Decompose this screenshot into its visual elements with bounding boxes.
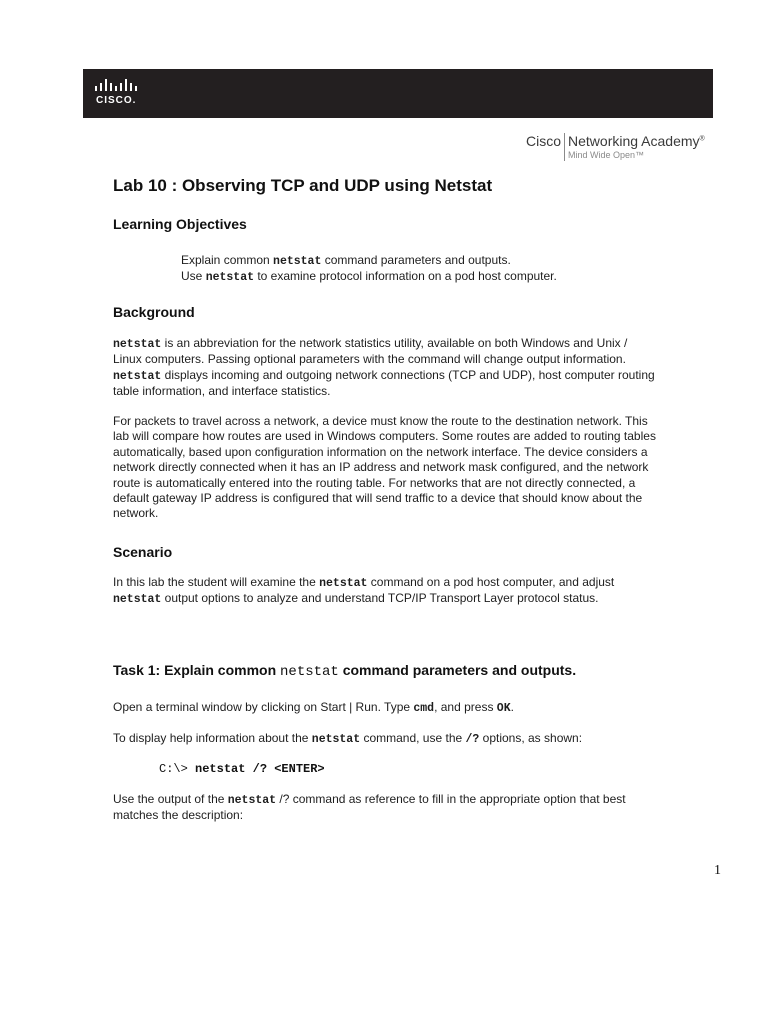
scenario-heading: Scenario [113, 544, 173, 560]
objective-1: Explain common netstat command parameters and outputs. [181, 253, 511, 268]
task1-paragraph-3: Use the output of the netstat /? command as reference to fill in the appropriate option that best matches the description: [113, 792, 626, 823]
academy-divider [564, 133, 565, 161]
cisco-banner [83, 69, 713, 118]
background-heading: Background [113, 304, 195, 320]
page-number: 1 [714, 863, 721, 878]
cisco-logo [95, 79, 155, 109]
learning-objectives-heading: Learning Objectives [113, 216, 247, 232]
cisco-wordmark: CISCO. [96, 95, 137, 106]
objective-2: Use netstat to examine protocol information on a pod host computer. [181, 269, 557, 284]
lab-title: Lab 10 : Observing TCP and UDP using Netstat [113, 176, 493, 195]
cisco-bars-icon [95, 79, 139, 92]
academy-reg-mark: ® [699, 135, 705, 143]
scenario-paragraph: In this lab the student will examine the netstat command on a pod host computer, and adjust netstat output options to analyze and understand TCP/IP Transport Layer protocol status. [113, 575, 615, 607]
background-paragraph-1: netstat is an abbreviation for the network statistics utility, available on both Windows and Unix / Linux computers. Passing optional parameters with the command will change output information. netstat displays incoming and outgoing network connections (TCP and UDP), host computer routing table information, and interface statistics. [113, 336, 655, 399]
task1-paragraph-2: To display help information about the netstat command, use the /? options, as shown: [113, 731, 583, 746]
academy-name-right: Networking Academy [568, 133, 700, 149]
networking-academy-logo [526, 133, 716, 163]
academy-tagline: Mind Wide Open™ [568, 150, 645, 160]
task1-heading: Task 1: Explain common netstat command parameters and outputs. [113, 662, 577, 680]
task1-paragraph-1: Open a terminal window by clicking on Start | Run. Type cmd, and press OK. [113, 700, 514, 715]
command-example: C:\> netstat /? <ENTER> [159, 762, 325, 776]
academy-name-left: Cisco [526, 133, 562, 149]
background-paragraph-2: For packets to travel across a network, a device must know the route to the destination network. This lab will compare how routes are used in Windows computers. Some routes are added to routing tables automatically, based upon configuration information on the network interface. The device considers a network directly connected when it has an IP address and network mask configured, and the network route is automatically entered into the routing table. For networks that are not directly connected, a default gateway IP address is configured that will send traffic to a device that should know about the network. [113, 414, 656, 521]
